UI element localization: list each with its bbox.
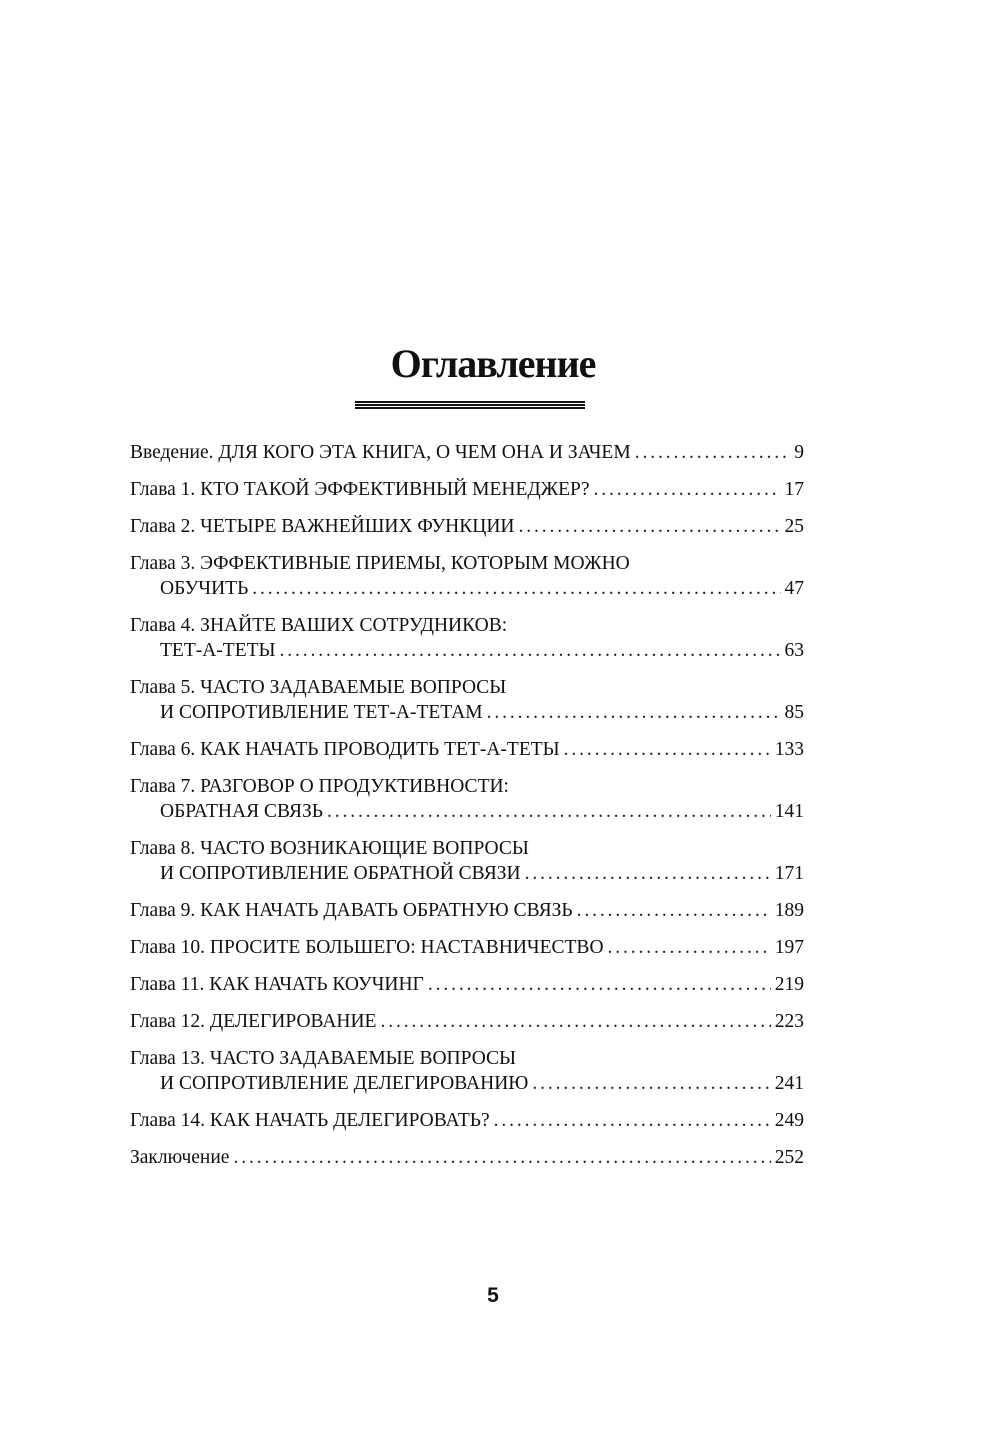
toc-entry-page: 189 bbox=[774, 900, 804, 921]
toc-entry-page: 141 bbox=[774, 801, 804, 822]
toc-entry bbox=[130, 551, 804, 601]
toc-entry-page: 9 bbox=[794, 442, 804, 463]
dot-leader bbox=[327, 799, 771, 824]
toc-entry bbox=[130, 972, 804, 997]
toc-entry-title: Глава 12. ДЕЛЕГИРОВАНИЕ bbox=[130, 1011, 377, 1032]
dot-leader bbox=[494, 1108, 771, 1133]
toc-entry bbox=[130, 774, 804, 824]
toc-entry-page: 47 bbox=[784, 578, 804, 599]
toc-entry-page: 17 bbox=[784, 479, 804, 500]
toc-entry bbox=[130, 440, 804, 465]
toc-entry-title: Глава 14. КАК НАЧАТЬ ДЕЛЕГИРОВАТЬ? bbox=[130, 1110, 490, 1131]
dot-leader bbox=[525, 861, 771, 886]
toc-entry-title: Глава 9. КАК НАЧАТЬ ДАВАТЬ ОБРАТНУЮ СВЯЗЬ bbox=[130, 900, 573, 921]
toc-entry bbox=[130, 514, 804, 539]
dot-leader bbox=[487, 700, 781, 725]
toc-entry-title: ОБРАТНАЯ СВЯЗЬ bbox=[160, 801, 323, 822]
toc-entry-title: ТЕТ-А-ТЕТЫ bbox=[160, 640, 276, 661]
toc-entry-page: 25 bbox=[784, 516, 804, 537]
toc-entry-title: Глава 8. ЧАСТО ВОЗНИКАЮЩИЕ ВОПРОСЫ bbox=[130, 838, 529, 859]
toc-entry-title: Заключение bbox=[130, 1147, 230, 1168]
dot-leader bbox=[532, 1071, 770, 1096]
toc-entry-page: 249 bbox=[774, 1110, 804, 1131]
toc-entry-page: 63 bbox=[784, 640, 804, 661]
toc-entry-page: 219 bbox=[774, 974, 804, 995]
toc-entry-title: Глава 5. ЧАСТО ЗАДАВАЕМЫЕ ВОПРОСЫ bbox=[130, 677, 507, 698]
toc-entry bbox=[130, 1108, 804, 1133]
toc-entry-page: 223 bbox=[774, 1011, 804, 1032]
toc-entry-title: ОБУЧИТЬ bbox=[160, 578, 249, 599]
toc-entry bbox=[130, 737, 804, 762]
toc-entry bbox=[130, 477, 804, 502]
toc-entry bbox=[130, 613, 804, 663]
toc-entry bbox=[130, 1009, 804, 1034]
toc-entry-page: 197 bbox=[774, 937, 804, 958]
toc-entry-title: Глава 11. КАК НАЧАТЬ КОУЧИНГ bbox=[130, 974, 424, 995]
toc-entry bbox=[130, 898, 804, 923]
toc-entry bbox=[130, 836, 804, 886]
toc-entry-title: И СОПРОТИВЛЕНИЕ ТЕТ-А-ТЕТАМ bbox=[160, 702, 483, 723]
toc-entry-title: Введение. ДЛЯ КОГО ЭТА КНИГА, О ЧЕМ ОНА И ЗАЧЕМ bbox=[130, 442, 631, 463]
toc-entry-title: И СОПРОТИВЛЕНИЕ ОБРАТНОЙ СВЯЗИ bbox=[160, 863, 521, 884]
page-number: 5 bbox=[487, 1284, 499, 1307]
dot-leader bbox=[380, 1009, 770, 1034]
dot-leader bbox=[519, 514, 781, 539]
toc-entry bbox=[130, 1145, 804, 1170]
toc-entry-title: И СОПРОТИВЛЕНИЕ ДЕЛЕГИРОВАНИЮ bbox=[160, 1073, 529, 1094]
toc-entry-page: 133 bbox=[774, 739, 804, 760]
toc-entry-title: Глава 6. КАК НАЧАТЬ ПРОВОДИТЬ ТЕТ-А-ТЕТЫ bbox=[130, 739, 560, 760]
toc-entry-page: 85 bbox=[784, 702, 804, 723]
toc-entry-title: Глава 4. ЗНАЙТЕ ВАШИХ СОТРУДНИКОВ: bbox=[130, 615, 508, 636]
dot-leader bbox=[252, 576, 780, 601]
toc-entry-page: 252 bbox=[774, 1147, 804, 1168]
dot-leader bbox=[577, 898, 771, 923]
dot-leader bbox=[280, 638, 781, 663]
dot-leader bbox=[428, 972, 771, 997]
toc-entry-title: Глава 1. КТО ТАКОЙ ЭФФЕКТИВНЫЙ МЕНЕДЖЕР? bbox=[130, 479, 590, 500]
toc-entry-title: Глава 10. ПРОСИТЕ БОЛЬШЕГО: НАСТАВНИЧЕСТВО bbox=[130, 937, 604, 958]
toc-entry-title: Глава 3. ЭФФЕКТИВНЫЕ ПРИЕМЫ, КОТОРЫМ МОЖНО bbox=[130, 553, 630, 574]
toc-entry-title: Глава 7. РАЗГОВОР О ПРОДУКТИВНОСТИ: bbox=[130, 776, 509, 797]
dot-leader bbox=[608, 935, 771, 960]
dot-leader bbox=[594, 477, 781, 502]
toc-entry bbox=[130, 1046, 804, 1096]
toc-entry-title: Глава 13. ЧАСТО ЗАДАВАЕМЫЕ ВОПРОСЫ bbox=[130, 1048, 517, 1069]
dot-leader bbox=[564, 737, 771, 762]
toc-entry-page: 171 bbox=[774, 863, 804, 884]
toc-entry-title: Глава 2. ЧЕТЫРЕ ВАЖНЕЙШИХ ФУНКЦИИ bbox=[130, 516, 515, 537]
toc-entry bbox=[130, 675, 804, 725]
toc-entry-page: 241 bbox=[774, 1073, 804, 1094]
dot-leader bbox=[635, 440, 791, 465]
title-underline bbox=[355, 401, 585, 409]
toc-entry bbox=[130, 935, 804, 960]
table-of-contents bbox=[130, 440, 804, 1182]
page-title: Оглавление bbox=[390, 341, 596, 386]
dot-leader bbox=[233, 1145, 770, 1170]
